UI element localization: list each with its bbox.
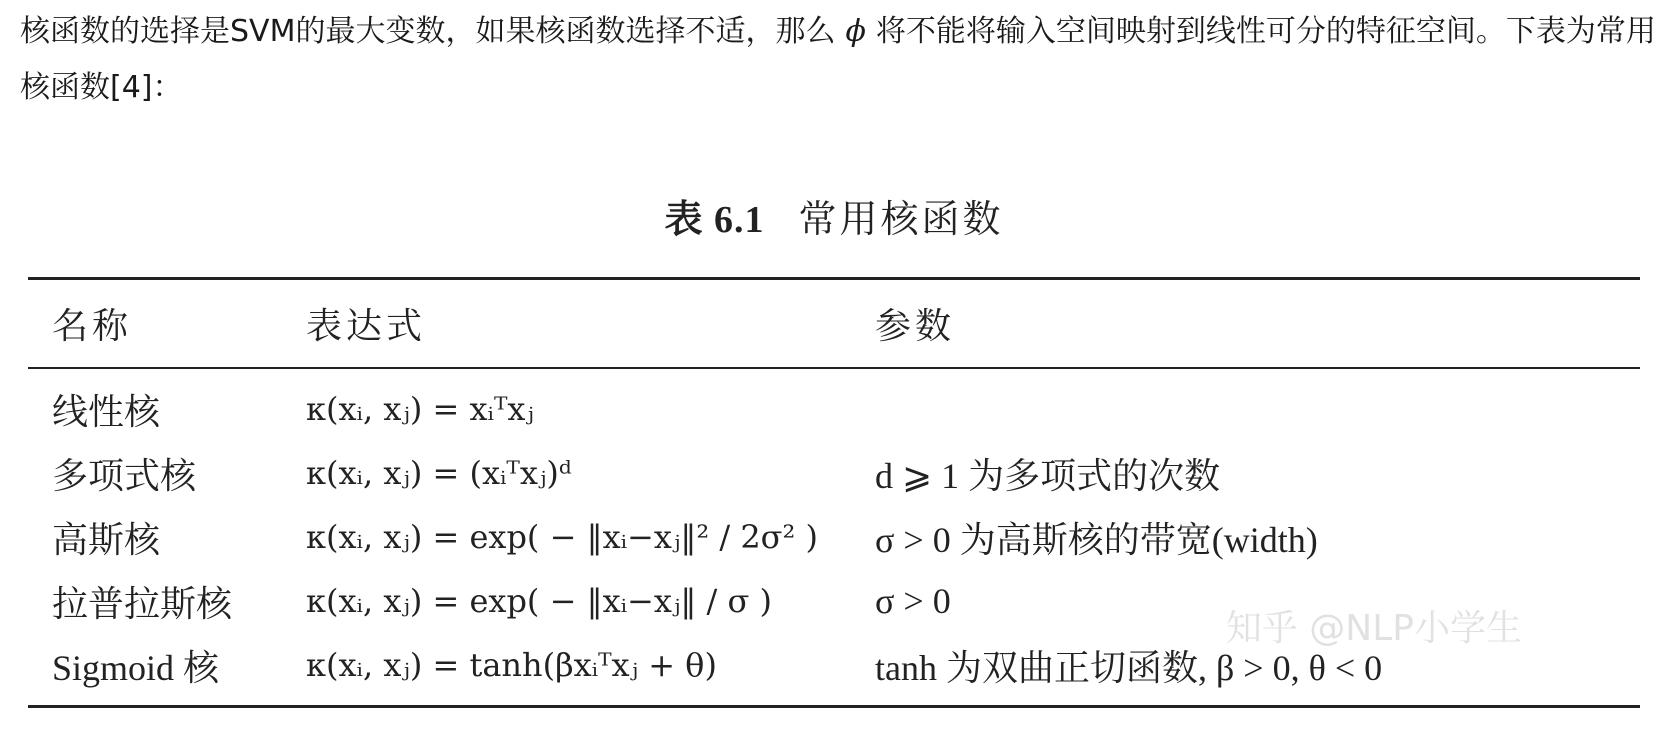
row-expression: κ(xᵢ, xⱼ) = exp( − ‖xᵢ−xⱼ‖² / 2σ² ) — [306, 518, 818, 556]
header-params: 参数 — [851, 279, 1640, 369]
table-row — [28, 505, 1640, 569]
row-params: d ⩾ 1 为多项式的次数 — [875, 455, 1221, 496]
intro-paragraph — [20, 4, 1660, 116]
row-expression: κ(xᵢ, xⱼ) = tanh(βxᵢᵀxⱼ + θ) — [282, 633, 851, 707]
row-name: 拉普拉斯核 — [52, 583, 233, 624]
row-params: σ > 0 为高斯核的带宽(width) — [875, 519, 1318, 560]
row-name: 线性核 — [52, 391, 161, 432]
header-name: 名称 — [28, 279, 282, 369]
row-expression: κ(xᵢ, xⱼ) = (xᵢᵀxⱼ)ᵈ — [306, 454, 572, 492]
row-name: 高斯核 — [52, 519, 161, 560]
table-row — [28, 633, 1640, 707]
row-params — [851, 368, 1640, 441]
caption-label: 表 6.1 — [664, 199, 765, 241]
row-params: tanh 为双曲正切函数, β > 0, θ < 0 — [851, 633, 1640, 707]
table-caption — [28, 188, 1640, 243]
table-row — [28, 441, 1640, 505]
phi-symbol: ϕ — [845, 14, 866, 49]
kernel-table-figure — [28, 188, 1640, 708]
intro-text-2: 将不能将输入空间映射到线性可分的特征空间。下表为常用核函数[4]： — [20, 14, 1656, 105]
row-name: 多项式核 — [52, 455, 197, 496]
kernel-table — [28, 277, 1640, 708]
row-expression: κ(xᵢ, xⱼ) = exp( − ‖xᵢ−xⱼ‖ / σ ) — [306, 582, 772, 620]
header-row — [28, 279, 1640, 369]
caption-title: 常用核函数 — [798, 199, 1004, 241]
intro-text-1: 核函数的选择是SVM的最大变数，如果核函数选择不适，那么 — [20, 14, 836, 49]
row-name: Sigmoid 核 — [28, 633, 282, 707]
table-row — [28, 368, 1640, 441]
watermark: 知乎 @NLP小学生 — [1225, 608, 1522, 649]
table-row — [28, 569, 1640, 633]
header-expression: 表达式 — [282, 279, 851, 369]
row-params: σ > 0 — [875, 581, 951, 621]
row-expression: κ(xᵢ, xⱼ) = xᵢᵀxⱼ — [306, 390, 534, 428]
